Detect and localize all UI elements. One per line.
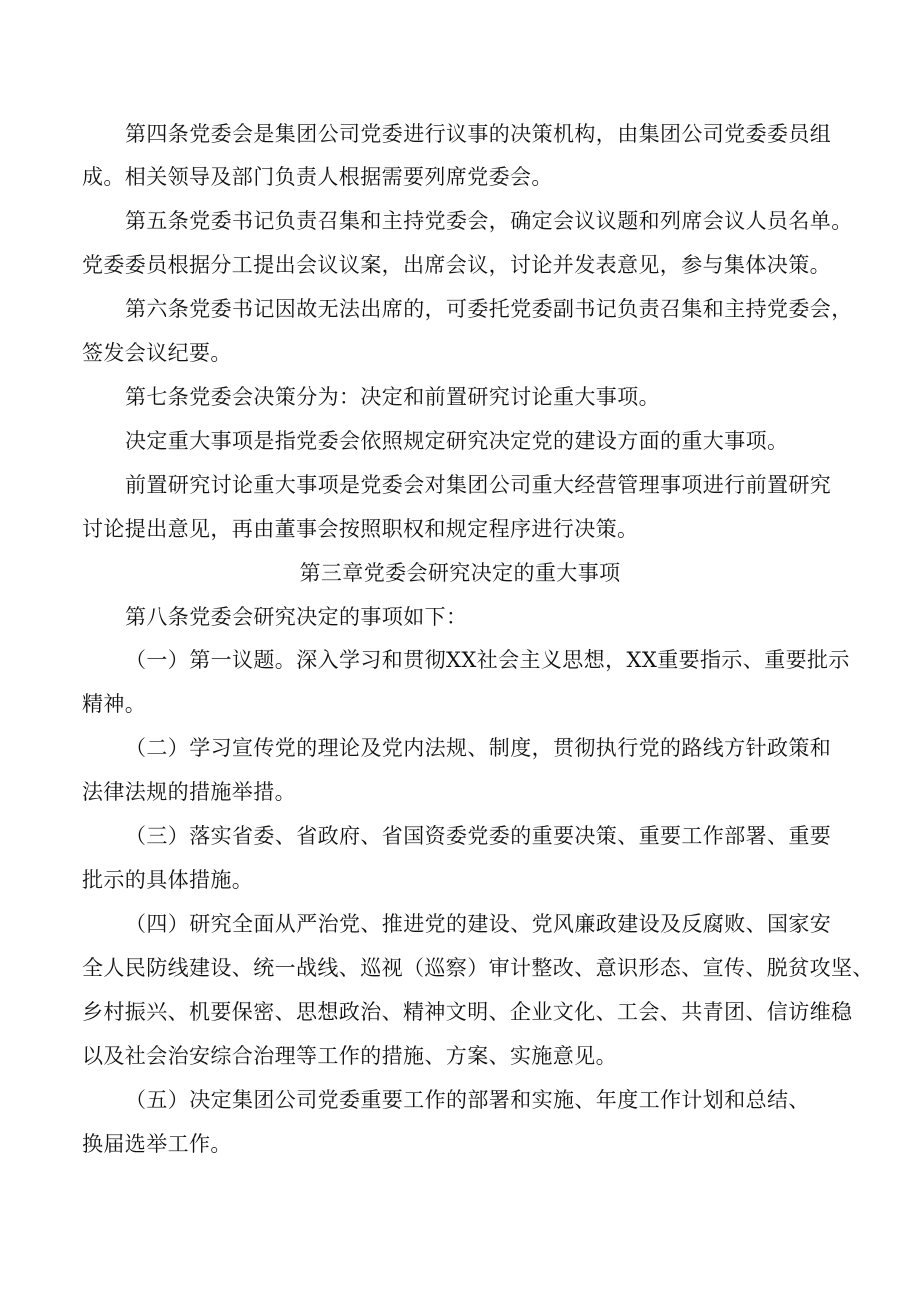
- article-4-line-2: 成。相关领导及部门负责人根据需要列席党委会。: [82, 165, 553, 189]
- article-7-line-1: 第七条党委会决策分为：决定和前置研究讨论重大事项。: [125, 385, 660, 409]
- item-3-line-1: （三）落实省委、省政府、省国资委党委的重要决策、重要工作部署、重要: [125, 824, 832, 848]
- article-6-line-1: 第六条党委书记因故无法出席的，可委托党委副书记负责召集和主持党委会，: [125, 297, 853, 321]
- article-5-line-2: 党委委员根据分工提出会议议案，出席会议，讨论并发表意见，参与集体决策。: [82, 253, 831, 277]
- article-4-line-1: 第四条党委会是集团公司党委进行议事的决策机构，由集团公司党委委员组: [125, 122, 832, 146]
- item-5-line-1: （五）决定集团公司党委重要工作的部署和实施、年度工作计划和总结、: [125, 1088, 810, 1112]
- article-6-line-2: 签发会议纪要。: [82, 341, 232, 365]
- chapter-3-title: 第三章党委会研究决定的重大事项: [299, 561, 621, 585]
- article-8-line-1: 第八条党委会研究决定的事项如下：: [125, 605, 468, 629]
- item-4-line-2: 全人民防线建设、统一战线、巡视（巡察）审计整改、意识形态、宣传、脱贫攻坚、: [82, 956, 874, 980]
- article-7-prestudy-line-1: 前置研究讨论重大事项是党委会对集团公司重大经营管理事项进行前置研究: [125, 473, 832, 497]
- item-5-line-2: 换届选举工作。: [82, 1132, 232, 1156]
- item-4-line-3: 乡村振兴、机要保密、思想政治、精神文明、企业文化、工会、共青团、信访维稳: [82, 1000, 853, 1024]
- item-1-line-1: （一）第一议题。深入学习和贯彻XX社会主义思想，XX重要指示、重要批示: [125, 648, 850, 672]
- item-3-line-2: 批示的具体措施。: [82, 868, 254, 892]
- item-2-line-2: 法律法规的措施举措。: [82, 780, 296, 804]
- article-5-line-1: 第五条党委书记负责召集和主持党委会，确定会议议题和列席会议人员名单。: [125, 209, 853, 233]
- article-7-decision-line: 决定重大事项是指党委会依照规定研究决定党的建设方面的重大事项。: [125, 429, 789, 453]
- item-2-line-1: （二）学习宣传党的理论及党内法规、制度，贯彻执行党的路线方针政策和: [125, 736, 832, 760]
- item-1-line-2: 精神。: [82, 692, 147, 716]
- article-7-prestudy-line-2: 讨论提出意见，再由董事会按照职权和规定程序进行决策。: [82, 517, 639, 541]
- item-4-line-4: 以及社会治安综合治理等工作的措施、方案、实施意见。: [82, 1044, 617, 1068]
- item-4-line-1: （四）研究全面从严治党、推进党的建设、党风廉政建设及反腐败、国家安: [125, 912, 832, 936]
